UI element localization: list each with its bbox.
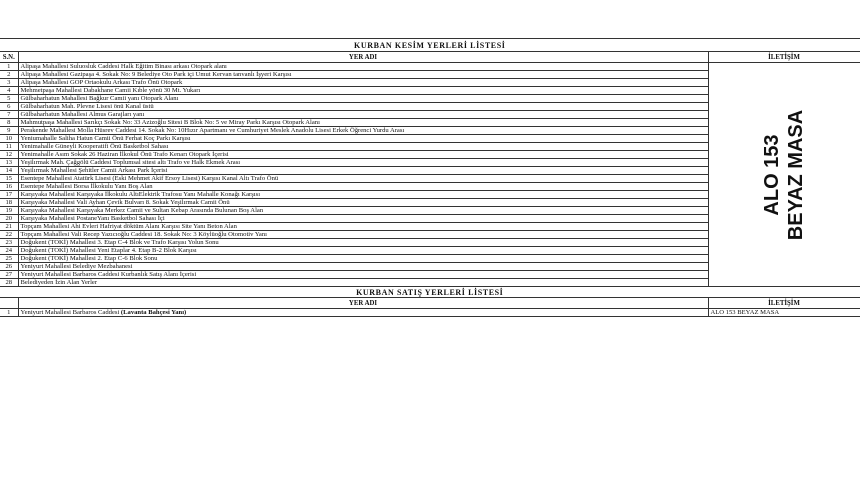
- row-number: 22: [0, 231, 18, 239]
- place-name: Belediyeden İzin Alan Yerler: [18, 279, 708, 287]
- row-number: 19: [0, 207, 18, 215]
- row-number: 4: [0, 87, 18, 95]
- row-number: 1: [0, 63, 18, 71]
- header-place: YER ADI: [18, 298, 708, 309]
- place-name: Doğukent (TOKİ) Mahallesi Yeni Etaplar 4. Etap B-2 Blok Karşısı: [18, 247, 708, 255]
- row-number: 17: [0, 191, 18, 199]
- header-sn-empty: [0, 298, 18, 309]
- row-number: 11: [0, 143, 18, 151]
- place-name: Karşıyaka Mahallesi Karşıyaka İlkokulu AltıElektrik Trafosu Yanı Mahalle Konağı Karşısı: [18, 191, 708, 199]
- place-name: Karşıyaka Mahallesi Karşıyaka Merkez Camii ve Sultan Kebap Arasında Bulunan Boş Alan: [18, 207, 708, 215]
- satis-title-row: [0, 287, 860, 298]
- header-contact: İLETİŞİM: [708, 298, 860, 309]
- satis-header-row: [0, 298, 860, 309]
- place-name: Yeniyurt Mahallesi Belediye Mezbahanesi: [18, 263, 708, 271]
- place-name: Doğukent (TOKİ) Mahallesi 3. Etap C-4 Blok ve Trafo Karşısı Yolun Sonu: [18, 239, 708, 247]
- row-number: 5: [0, 95, 18, 103]
- spreadsheet: [0, 38, 860, 317]
- place-name: Topçam Mahallesi Ahi Evleri Hafriyat döktüm Alanı Karşısı Site Yanı Beton Alan: [18, 223, 708, 231]
- place-name: Yeşilırmak Mahallesi Şehitler Camii Arkası Park İçerisi: [18, 167, 708, 175]
- place-name: Perakende Mahallesi Molla Hüsrev Caddesi 14. Sokak No: 10Hızır Apartmanı ve Cumhuriyet Meslek Anadolu Lisesi Erkek Öğrenci Yurdu Arası: [18, 127, 708, 135]
- row-number: 14: [0, 167, 18, 175]
- place-name: Karşıyaka Mahallesi PostaneYanı Basketbol Sahası İçi: [18, 215, 708, 223]
- place-bold-text: (Lavanta Bahçesi Yanı): [120, 309, 187, 316]
- row-number: 15: [0, 175, 18, 183]
- header-place: YER ADI: [18, 52, 708, 63]
- row-number: 8: [0, 119, 18, 127]
- row-number: 10: [0, 135, 18, 143]
- contact-cell: [708, 63, 860, 287]
- place-name: Yeşilırmak Mah. Çağgölü Caddesi Toplumsal sitesi altı Trafo ve Halk Ekmek Arası: [18, 159, 708, 167]
- place-name: [18, 309, 708, 317]
- sale-row: [0, 309, 860, 317]
- place-name: Esentepe Mahallesi Borsa İlkokulu Yanı Boş Alan: [18, 183, 708, 191]
- places-table: [0, 38, 860, 317]
- row-number: 23: [0, 239, 18, 247]
- row-number: 26: [0, 263, 18, 271]
- place-name: Yeniumahalle Saliha Hatun Camii Önü Ferhat Koç Parkı Karşısı: [18, 135, 708, 143]
- row-number: 24: [0, 247, 18, 255]
- row-number: 13: [0, 159, 18, 167]
- row-number: 20: [0, 215, 18, 223]
- row-number: 12: [0, 151, 18, 159]
- place-name: Topçam Mahallesi Vali Recep Yazıcıoğlu Caddesi 18. Sokak No: 3 Köylüoğlu Otomotiv Yanı: [18, 231, 708, 239]
- table-row: [0, 63, 860, 71]
- row-number: 27: [0, 271, 18, 279]
- place-name: Gülbaharhatun Mahallesi Almus Garajları yanı: [18, 111, 708, 119]
- place-name: Alipaşa Mahallesi Suluosluk Caddesi Halk Eğitim Binası arkası Otopark alanı: [18, 63, 708, 71]
- place-name: Karşıyaka Mahallesi Vali Ayhan Çevik Bulvarı 8. Sokak Yeşilırmak Camii Önü: [18, 199, 708, 207]
- row-number: 7: [0, 111, 18, 119]
- header-sn: S.N.: [0, 52, 18, 63]
- row-number: 28: [0, 279, 18, 287]
- place-name: Gülbaharhatun Mahallesi Bağkur Camii yanı Otopark Alanı: [18, 95, 708, 103]
- contact-line1: ALO 153: [761, 133, 784, 216]
- place-name: Gülbaharhatun Mah. Plevne Lisesi önü Kanal üstü: [18, 103, 708, 111]
- row-number: 18: [0, 199, 18, 207]
- row-number: 2: [0, 71, 18, 79]
- kesim-title-row: [0, 39, 860, 52]
- place-name: Yenimahalle Asım Sokak 26 Haziran İlkokul Önü Trafo Kenarı Otopark İçerisi: [18, 151, 708, 159]
- row-number: 6: [0, 103, 18, 111]
- header-contact: İLETİŞİM: [708, 52, 860, 63]
- contact-line2: BEYAZ MASA: [785, 109, 808, 240]
- place-name: Alipaşa Mahallesi Gazipaşa 4. Sokak No: 9 Belediye Oto Park içi Umut Kervan tanvanlı İşyeri Karşısı: [18, 71, 708, 79]
- place-name: Mahmutpaşa Mahallesi Sarıkçı Sokak No: 33 Azizoğlu Sitesi B Blok No: 5 ve Miray Parkı Karşısı Otopark Alanı: [18, 119, 708, 127]
- sale-contact: ALO 153 BEYAZ MASA: [708, 309, 860, 317]
- place-name: Yeniyurt Mahallesi Barbaros Caddesi Kurbanlık Satış Alanı İçerisi: [18, 271, 708, 279]
- satis-title: KURBAN SATIŞ YERLERİ LİSTESİ: [0, 287, 860, 298]
- row-number: 16: [0, 183, 18, 191]
- row-number: 25: [0, 255, 18, 263]
- place-name: Yenimahalle Güneyli Kooperatifi Önü Basketbol Sahası: [18, 143, 708, 151]
- place-main-text: Yeniyurt Mahallesi Barbaros Caddesi: [20, 309, 121, 316]
- place-name: Mehmetpaşa Mahallesi Dabakhane Camii Kıble yönü 30 Mt. Yukarı: [18, 87, 708, 95]
- place-name: Alipaşa Mahallesi GOP Ortaokulu Arkası Trafo Önü Otopark: [18, 79, 708, 87]
- place-name: Doğukent (TOKİ) Mahallesi 2. Etap C-6 Blok Sonu: [18, 255, 708, 263]
- kesim-header-row: [0, 52, 860, 63]
- row-number: 21: [0, 223, 18, 231]
- contact-vertical-text: [760, 109, 808, 239]
- row-number: 3: [0, 79, 18, 87]
- place-name: Esentepe Mahallesi Atatürk Lisesi (Eski Mehmet Akif Ersoy Lisesi) Karşısı Kanal Altı Trafo Önü: [18, 175, 708, 183]
- row-number: 1: [0, 309, 18, 317]
- row-number: 9: [0, 127, 18, 135]
- kesim-title: KURBAN KESİM YERLERİ LİSTESİ: [0, 39, 860, 52]
